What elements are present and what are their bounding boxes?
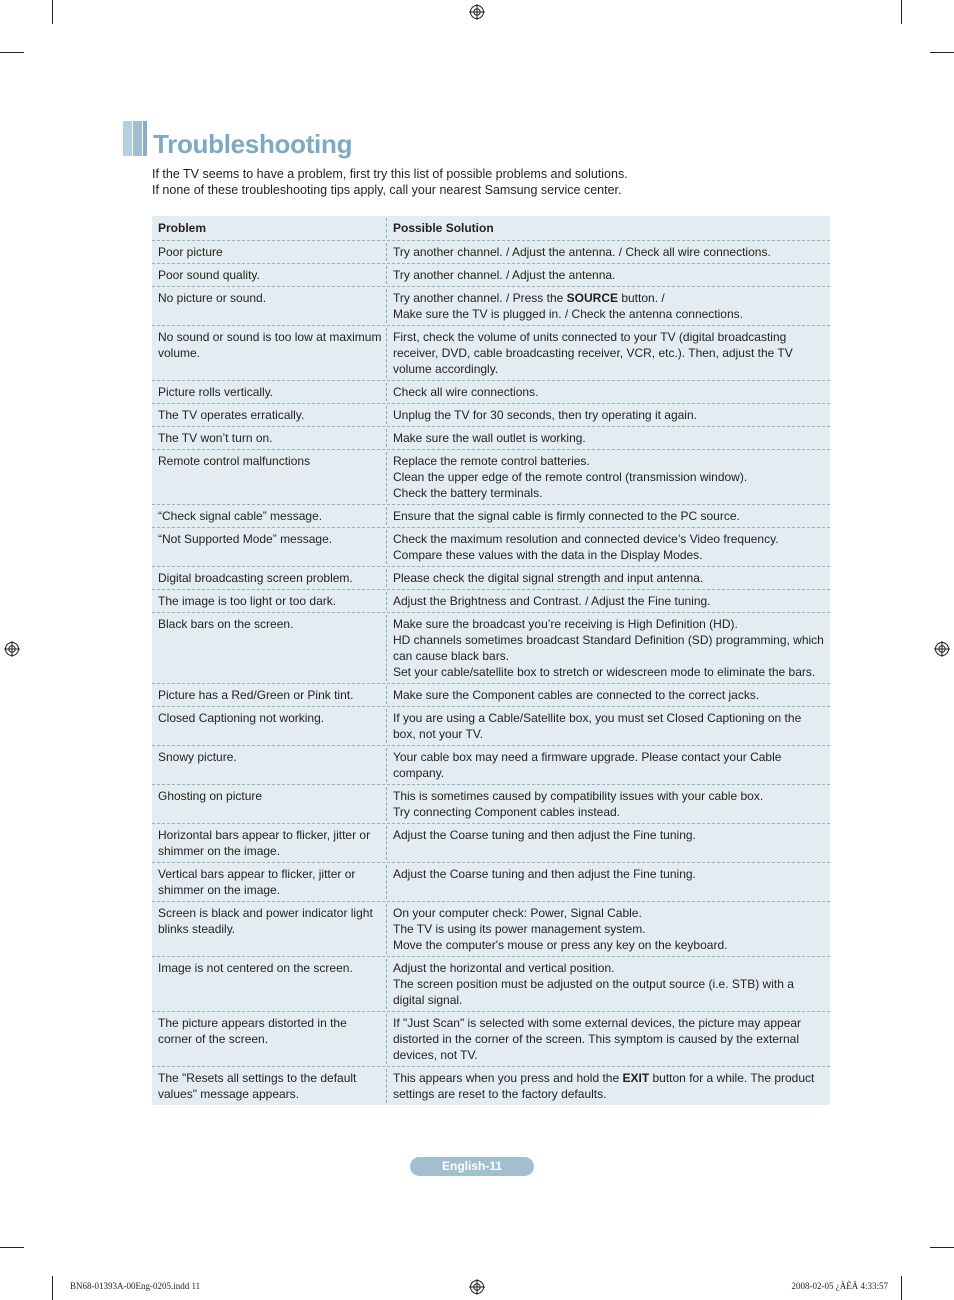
solution-text: button for a while. The product settings are reset to the factory defaults. [393,1071,815,1101]
problem-cell: The TV won’t turn on. [152,427,387,449]
crop-mark [52,1276,53,1300]
solution-cell [387,381,830,403]
solution-line: Make sure the broadcast you’re receiving is High Definition (HD). [393,617,738,631]
solution-cell [387,505,830,527]
solution-cell [387,427,830,449]
solution-line: Move the computer's mouse or press any key on the keyboard. [393,938,728,952]
crop-mark [901,1276,902,1300]
solution-line: Adjust the Brightness and Contrast. / Adjust the Fine tuning. [393,594,711,608]
registration-mark-icon [4,641,20,657]
problem-cell: The "Resets all settings to the default values" message appears. [152,1067,387,1105]
solution-line: Try connecting Component cables instead. [393,805,621,819]
table-row [152,706,830,745]
solution-cell [387,957,830,1011]
table-row [152,240,830,263]
table-row [152,286,830,325]
page-number-badge: English-11 [410,1157,534,1176]
solution-line: The TV is using its power management system. [393,922,646,936]
table-row [152,504,830,527]
solution-line: First, check the volume of units connected to your TV (digital broadcasting receiver, DVD, cable broadcasting receiver, VCR, etc.). Then, adjust the TV volume accordingly. [393,330,793,376]
solution-line: The screen position must be adjusted on the output source (i.e. STB) with a digital signal. [393,977,794,1007]
table-row [152,1011,830,1066]
problem-cell: Black bars on the screen. [152,613,387,683]
table-row [152,589,830,612]
table-header-row [152,216,830,240]
intro-text [152,166,832,198]
button-name: EXIT [622,1071,650,1085]
file-slug: BN68-01393A-00Eng-0205.indd 11 [70,1281,201,1291]
solution-line: Adjust the horizontal and vertical position. [393,961,615,975]
problem-cell: No picture or sound. [152,287,387,325]
intro-line: If the TV seems to have a problem, first try this list of possible problems and solutions. [152,167,628,181]
problem-cell: Horizontal bars appear to flicker, jitter or shimmer on the image. [152,824,387,862]
solution-cell [387,241,830,263]
solution-cell [387,1067,830,1105]
troubleshooting-table [152,216,830,1105]
solution-cell [387,863,830,901]
table-row [152,784,830,823]
crop-mark [0,1247,24,1248]
solution-text: This appears when you press and hold the [393,1071,623,1085]
registration-mark-icon [934,641,950,657]
problem-cell: The TV operates erratically. [152,404,387,426]
solution-line: If "Just Scan" is selected with some external devices, the picture may appear distorted in the corner of the screen. This symptom is caused by the external devices, not TV. [393,1016,802,1062]
solution-line: This is sometimes caused by compatibility issues with your cable box. [393,789,764,803]
title-accent-bar [133,121,142,156]
solution-cell [387,1012,830,1066]
crop-mark [930,52,954,53]
solution-line [393,290,824,306]
solution-cell [387,590,830,612]
date-slug: 2008-02-05 ¿ÀÈÄ 4:33:57 [791,1281,888,1291]
solution-line: Adjust the Coarse tuning and then adjust the Fine tuning. [393,828,696,842]
header-problem: Problem [152,216,387,240]
table-row [152,263,830,286]
title-accent-bar [123,121,132,156]
table-row [152,745,830,784]
solution-line: Adjust the Coarse tuning and then adjust the Fine tuning. [393,867,696,881]
problem-cell: The picture appears distorted in the corner of the screen. [152,1012,387,1066]
solution-line: Your cable box may need a firmware upgrade. Please contact your Cable company. [393,750,782,780]
problem-cell: Picture has a Red/Green or Pink tint. [152,684,387,706]
table-row [152,566,830,589]
problem-cell: Image is not centered on the screen. [152,957,387,1011]
solution-text: button. / [618,291,665,305]
problem-cell: Remote control malfunctions [152,450,387,504]
title-accent-bar [143,121,147,156]
solution-line: Replace the remote control batteries. [393,454,590,468]
table-row [152,403,830,426]
problem-cell: Snowy picture. [152,746,387,784]
problem-cell: Closed Captioning not working. [152,707,387,745]
solution-line: Please check the digital signal strength and input antenna. [393,571,704,585]
solution-cell [387,287,830,325]
solution-line: If you are using a Cable/Satellite box, you must set Closed Captioning on the box, not your TV. [393,711,802,741]
solution-line: Clean the upper edge of the remote control (transmission window). [393,470,748,484]
solution-line: Check the maximum resolution and connected device’s Video frequency. [393,532,779,546]
table-row [152,956,830,1011]
solution-line: Check the battery terminals. [393,486,543,500]
solution-cell [387,528,830,566]
solution-cell [387,326,830,380]
problem-cell: Poor sound quality. [152,264,387,286]
solution-line: Make sure the Component cables are connected to the correct jacks. [393,688,760,702]
solution-cell [387,785,830,823]
solution-cell [387,746,830,784]
table-row [152,683,830,706]
solution-line: Compare these values with the data in the Display Modes. [393,548,703,562]
problem-cell: “Not Supported Mode” message. [152,528,387,566]
solution-line: Check all wire connections. [393,385,539,399]
solution-text: Try another channel. / Press the [393,291,567,305]
problem-cell: “Check signal cable” message. [152,505,387,527]
solution-cell [387,613,830,683]
solution-cell [387,684,830,706]
solution-cell [387,824,830,862]
table-row [152,380,830,403]
button-name: SOURCE [566,291,618,305]
crop-mark [901,0,902,24]
table-row [152,426,830,449]
solution-cell [387,902,830,956]
crop-mark [52,0,53,24]
problem-cell: Digital broadcasting screen problem. [152,567,387,589]
solution-cell [387,404,830,426]
solution-cell [387,707,830,745]
table-row [152,325,830,380]
problem-cell: Ghosting on picture [152,785,387,823]
solution-line: Set your cable/satellite box to stretch or widescreen mode to eliminate the bars. [393,665,816,679]
solution-line: HD channels sometimes broadcast Standard Definition (SD) programming, which can cause black bars. [393,633,824,663]
registration-mark-icon [469,1279,485,1295]
solution-line: Ensure that the signal cable is firmly connected to the PC source. [393,509,740,523]
header-solution: Possible Solution [393,221,494,235]
crop-mark [0,52,24,53]
problem-cell: Screen is black and power indicator light blinks steadily. [152,902,387,956]
table-row [152,862,830,901]
table-row [152,612,830,683]
problem-cell: Vertical bars appear to flicker, jitter or shimmer on the image. [152,863,387,901]
solution-line: Make sure the TV is plugged in. / Check the antenna connections. [393,307,743,321]
solution-line: Make sure the wall outlet is working. [393,431,586,445]
problem-cell: No sound or sound is too low at maximum volume. [152,326,387,380]
solution-cell [387,264,830,286]
table-row [152,901,830,956]
table-row [152,449,830,504]
solution-line: Try another channel. / Adjust the antenna. / Check all wire connections. [393,245,771,259]
solution-line: Unplug the TV for 30 seconds, then try operating it again. [393,408,697,422]
table-row [152,527,830,566]
solution-line: On your computer check: Power, Signal Cable. [393,906,642,920]
solution-line [393,1070,824,1102]
intro-line: If none of these troubleshooting tips apply, call your nearest Samsung service center. [152,183,622,197]
table-row [152,1066,830,1105]
problem-cell: The image is too light or too dark. [152,590,387,612]
page-title: Troubleshooting [153,129,353,159]
problem-cell: Poor picture [152,241,387,263]
problem-cell: Picture rolls vertically. [152,381,387,403]
registration-mark-icon [469,4,485,20]
solution-line: Try another channel. / Adjust the antenna. [393,268,616,282]
crop-mark [930,1247,954,1248]
table-row [152,823,830,862]
solution-cell [387,450,830,504]
solution-cell [387,567,830,589]
